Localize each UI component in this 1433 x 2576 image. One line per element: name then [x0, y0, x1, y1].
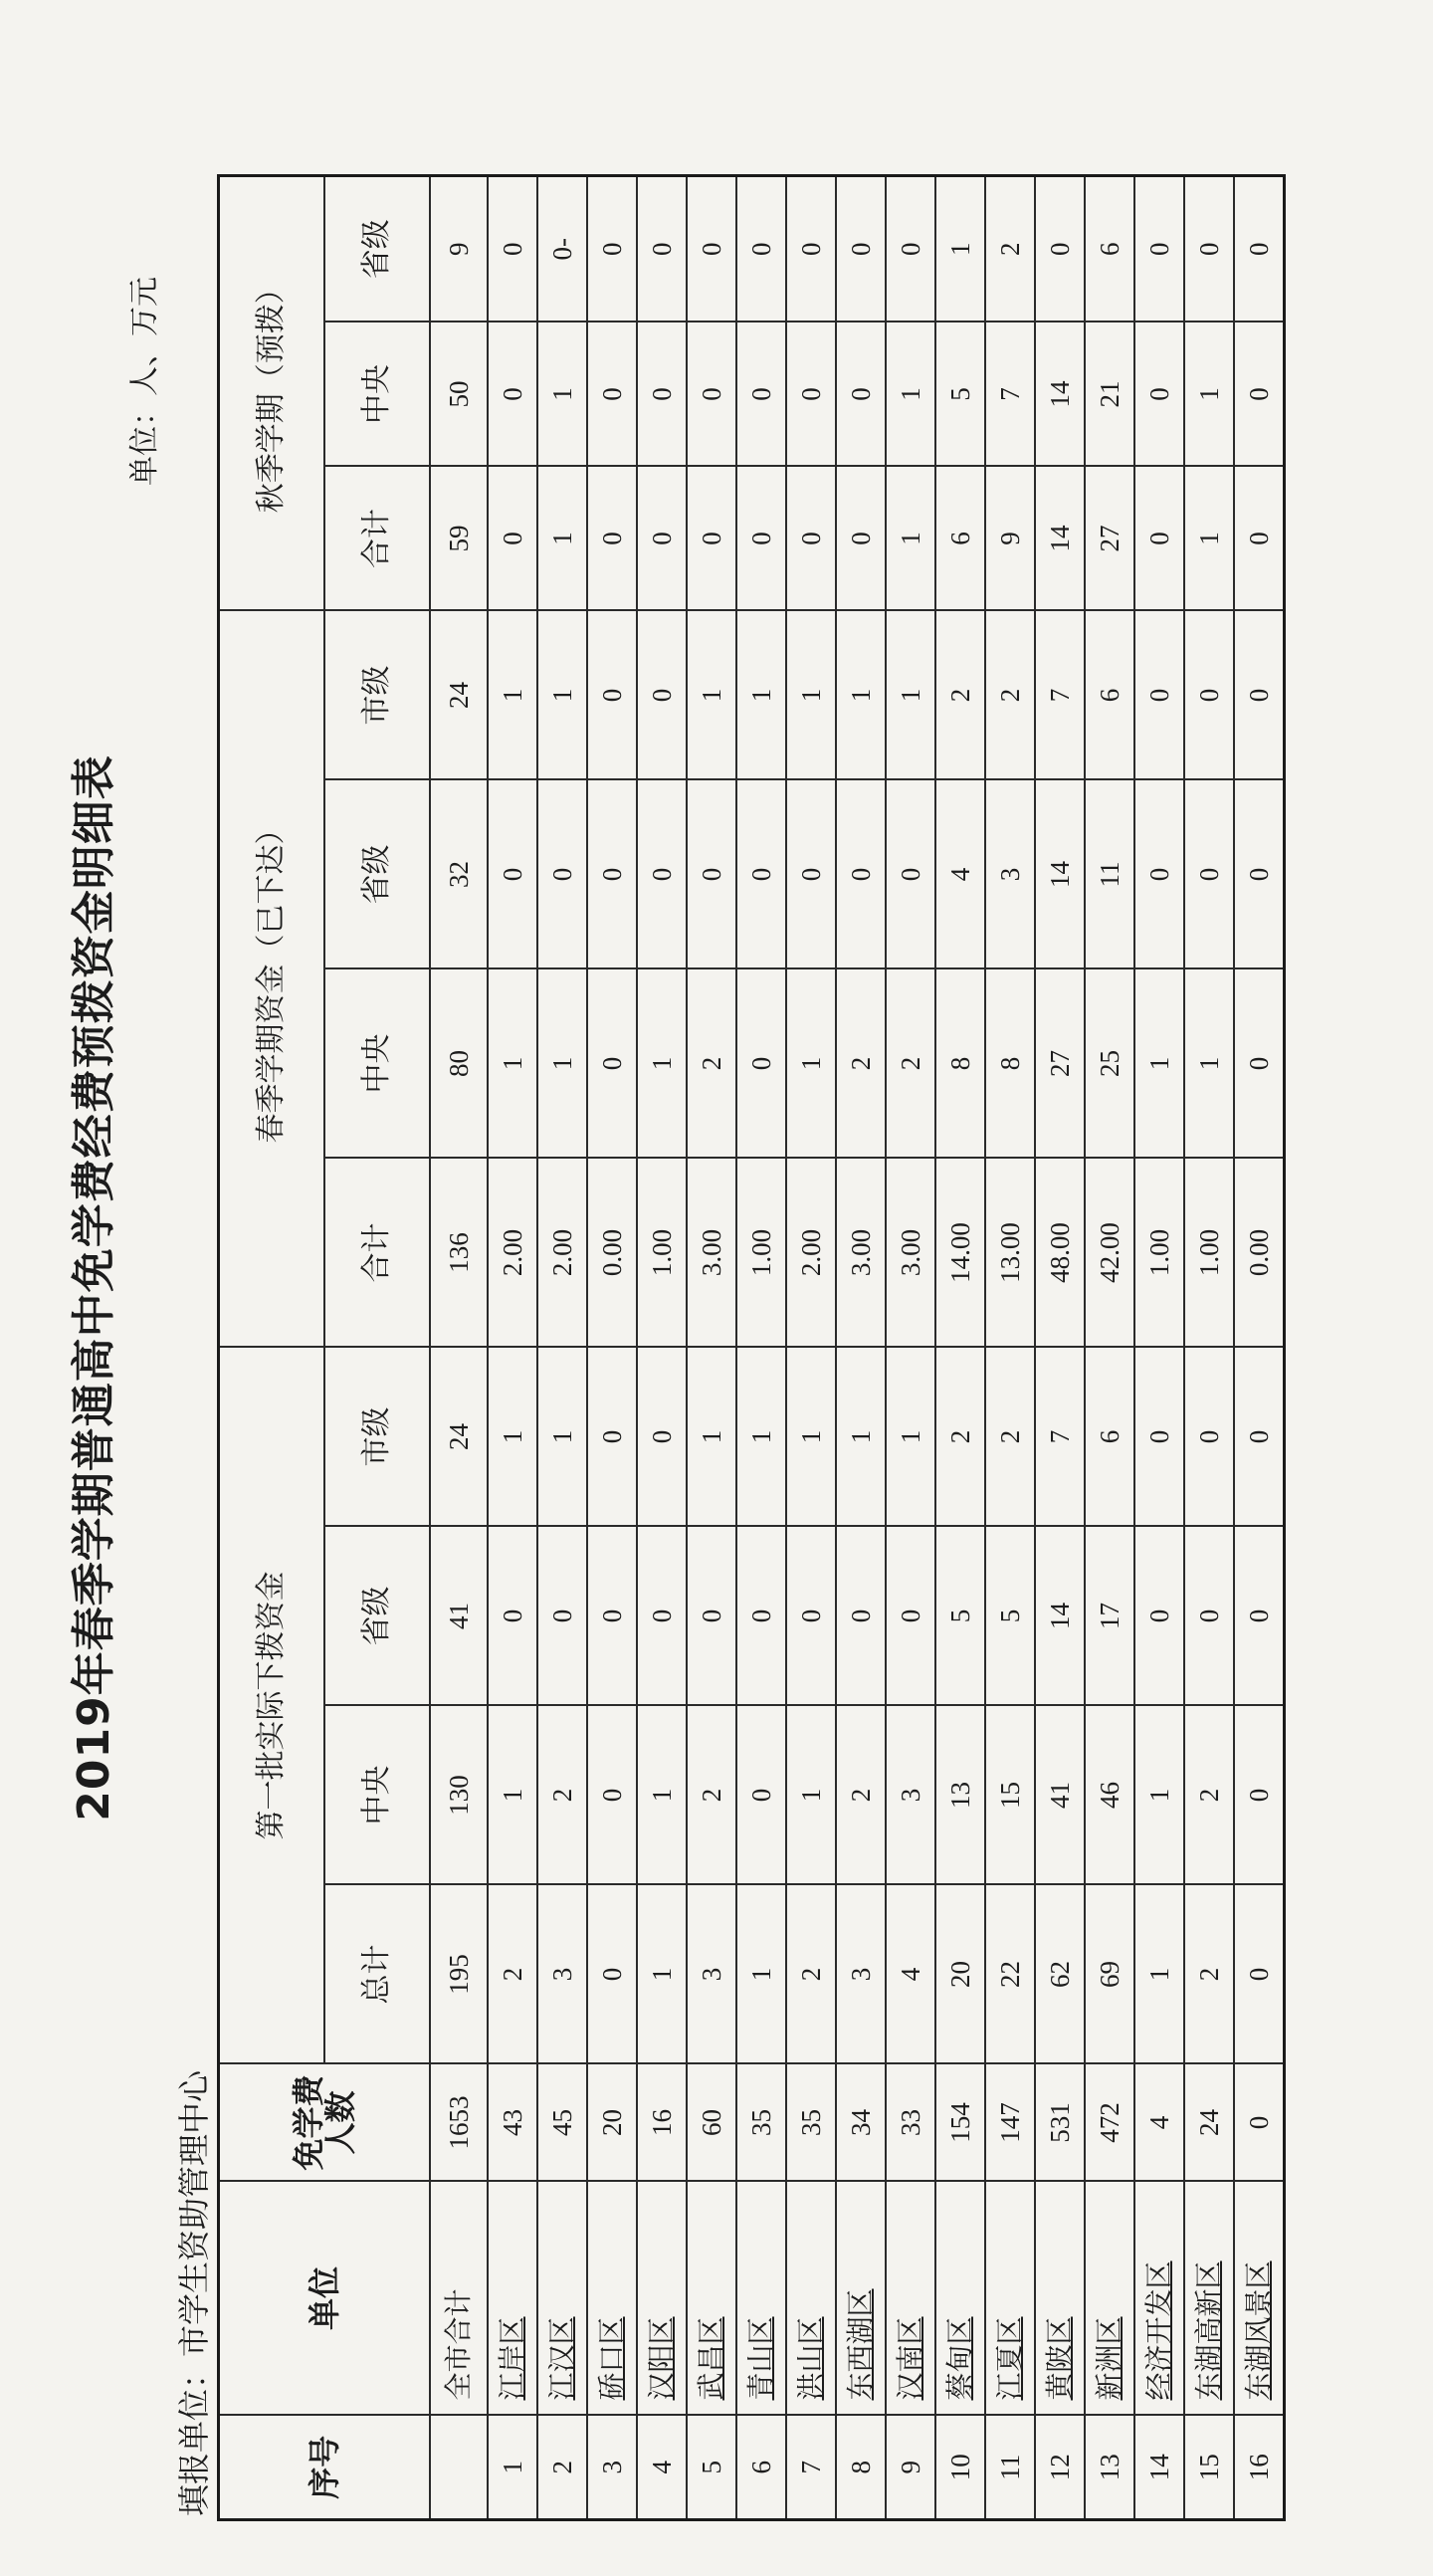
cell-g1-city: 1: [786, 1348, 836, 1527]
cell-g3-province: 0: [637, 176, 687, 322]
cell-g2-central: 0: [1234, 969, 1285, 1159]
funding-table: [217, 174, 1286, 2521]
cell-g3-province: 0: [1035, 176, 1085, 322]
cell-g2-central: 25: [1085, 969, 1134, 1159]
cell-g2-city: 2: [935, 611, 985, 780]
unit-label: 单位：人、万元: [127, 277, 162, 486]
cell-g2-total: 2.00: [786, 1159, 836, 1348]
cell-g2-central: 2: [836, 969, 886, 1159]
cell-seq: [430, 2416, 488, 2520]
cell-people: 154: [935, 2064, 985, 2182]
cell-g2-city: 6: [1085, 611, 1134, 780]
cell-g2-central: 1: [786, 969, 836, 1159]
cell-g3-province: 0: [1234, 176, 1285, 322]
cell-people: 33: [886, 2064, 935, 2182]
cell-g1-central: 130: [430, 1706, 488, 1885]
cell-g3-central: 0: [736, 322, 786, 467]
cell-people: 45: [537, 2064, 587, 2182]
cell-unit: 武昌区: [687, 2182, 736, 2416]
cell-g2-total: 48.00: [1035, 1159, 1085, 1348]
cell-unit: 新洲区: [1085, 2182, 1134, 2416]
cell-seq: 4: [637, 2416, 687, 2520]
cell-people: 16: [637, 2064, 687, 2182]
cell-g2-province: 0: [537, 780, 587, 969]
cell-g1-total: 0: [1234, 1885, 1285, 2064]
cell-people: 35: [786, 2064, 836, 2182]
cell-g2-total: 0.00: [1234, 1159, 1285, 1348]
cell-g3-province: 0-: [537, 176, 587, 322]
cell-g3-total: 0: [687, 467, 736, 611]
header-g3-central: 中央: [324, 322, 430, 467]
cell-g2-province: 32: [430, 780, 488, 969]
cell-g1-province: 0: [736, 1527, 786, 1706]
cell-seq: 2: [537, 2416, 587, 2520]
cell-seq: 9: [886, 2416, 935, 2520]
cell-people: 472: [1085, 2064, 1134, 2182]
cell-g1-total: 62: [1035, 1885, 1085, 2064]
cell-g2-total: 1.00: [637, 1159, 687, 1348]
cell-seq: 3: [587, 2416, 637, 2520]
cell-g1-city: 0: [587, 1348, 637, 1527]
cell-seq: 1: [488, 2416, 537, 2520]
header-people: 免学费人数: [219, 2064, 431, 2182]
cell-g3-province: 9: [430, 176, 488, 322]
cell-g2-city: 0: [1184, 611, 1234, 780]
cell-g2-province: 0: [786, 780, 836, 969]
cell-g1-total: 195: [430, 1885, 488, 2064]
cell-g3-province: 0: [587, 176, 637, 322]
cell-g2-total: 3.00: [886, 1159, 935, 1348]
cell-g1-central: 1: [488, 1706, 537, 1885]
cell-g3-total: 1: [537, 467, 587, 611]
cell-people: 24: [1184, 2064, 1234, 2182]
cell-people: 4: [1134, 2064, 1184, 2182]
cell-unit: 东西湖区: [836, 2182, 886, 2416]
cell-g2-total: 3.00: [687, 1159, 736, 1348]
cell-g2-central: 2: [886, 969, 935, 1159]
cell-g1-central: 0: [736, 1706, 786, 1885]
table-row: [1234, 176, 1285, 2520]
cell-people: 20: [587, 2064, 637, 2182]
cell-g1-city: 1: [836, 1348, 886, 1527]
cell-people: 0: [1234, 2064, 1285, 2182]
cell-g3-province: 0: [886, 176, 935, 322]
cell-g1-central: 2: [537, 1706, 587, 1885]
header-g3-total: 合计: [324, 467, 430, 611]
cell-g3-total: 14: [1035, 467, 1085, 611]
cell-g2-province: 3: [985, 780, 1035, 969]
table-row: [1184, 176, 1234, 2520]
cell-g3-central: 0: [786, 322, 836, 467]
cell-g3-total: 27: [1085, 467, 1134, 611]
cell-g2-province: 0: [886, 780, 935, 969]
cell-g1-city: 1: [537, 1348, 587, 1527]
cell-g3-central: 1: [537, 322, 587, 467]
table-row: [786, 176, 836, 2520]
cell-g1-province: 41: [430, 1527, 488, 1706]
cell-g2-total: 1.00: [1184, 1159, 1234, 1348]
cell-g3-total: 0: [1134, 467, 1184, 611]
cell-g3-total: 1: [1184, 467, 1234, 611]
table-row: [687, 176, 736, 2520]
cell-g1-province: 0: [1134, 1527, 1184, 1706]
cell-g1-province: 0: [687, 1527, 736, 1706]
cell-g2-total: 1.00: [1134, 1159, 1184, 1348]
cell-g1-total: 20: [935, 1885, 985, 2064]
cell-g1-central: 0: [587, 1706, 637, 1885]
cell-g2-total: 42.00: [1085, 1159, 1134, 1348]
cell-g2-central: 8: [935, 969, 985, 1159]
cell-g2-city: 0: [1234, 611, 1285, 780]
cell-g1-central: 1: [1134, 1706, 1184, 1885]
cell-g2-central: 0: [587, 969, 637, 1159]
cell-g1-city: 24: [430, 1348, 488, 1527]
cell-g2-total: 136: [430, 1159, 488, 1348]
cell-g1-total: 3: [537, 1885, 587, 2064]
cell-g1-central: 2: [836, 1706, 886, 1885]
table-row: [836, 176, 886, 2520]
cell-g2-total: 2.00: [537, 1159, 587, 1348]
cell-g2-province: 0: [587, 780, 637, 969]
cell-g1-total: 22: [985, 1885, 1035, 2064]
cell-g2-city: 1: [786, 611, 836, 780]
cell-g1-province: 5: [985, 1527, 1035, 1706]
cell-g2-city: 24: [430, 611, 488, 780]
cell-g3-central: 0: [836, 322, 886, 467]
cell-g1-city: 1: [736, 1348, 786, 1527]
table-row: [488, 176, 537, 2520]
cell-g2-province: 0: [836, 780, 886, 969]
cell-g1-central: 1: [786, 1706, 836, 1885]
cell-g1-central: 46: [1085, 1706, 1134, 1885]
cell-g1-total: 2: [488, 1885, 537, 2064]
table-row: [430, 176, 488, 2520]
page-title: 2019年春季学期普通高中免学费经费预拨资金明细表: [69, 754, 119, 1822]
cell-g1-central: 0: [1234, 1706, 1285, 1885]
cell-g3-province: 0: [1184, 176, 1234, 322]
cell-g2-total: 1.00: [736, 1159, 786, 1348]
header-unit: 单位: [219, 2182, 431, 2416]
cell-g2-central: 1: [1134, 969, 1184, 1159]
cell-g2-city: 2: [985, 611, 1035, 780]
cell-g3-total: 0: [736, 467, 786, 611]
cell-g1-city: 0: [1134, 1348, 1184, 1527]
cell-g3-central: 1: [886, 322, 935, 467]
header-g3-province: 省级: [324, 176, 430, 322]
cell-people: 43: [488, 2064, 537, 2182]
cell-g1-city: 6: [1085, 1348, 1134, 1527]
cell-g2-city: 1: [687, 611, 736, 780]
cell-g2-city: 1: [488, 611, 537, 780]
cell-unit: 黄陂区: [1035, 2182, 1085, 2416]
header-g1-city: 市级: [324, 1348, 430, 1527]
cell-people: 531: [1035, 2064, 1085, 2182]
cell-g3-total: 0: [488, 467, 537, 611]
cell-g2-city: 1: [836, 611, 886, 780]
cell-seq: 15: [1184, 2416, 1234, 2520]
cell-g2-total: 3.00: [836, 1159, 886, 1348]
cell-g3-central: 0: [587, 322, 637, 467]
cell-g1-province: 0: [587, 1527, 637, 1706]
cell-g1-province: 0: [786, 1527, 836, 1706]
cell-g2-province: 0: [736, 780, 786, 969]
cell-g1-total: 0: [587, 1885, 637, 2064]
cell-g3-total: 0: [587, 467, 637, 611]
cell-g1-central: 1: [637, 1706, 687, 1885]
cell-seq: 14: [1134, 2416, 1184, 2520]
cell-g2-central: 1: [537, 969, 587, 1159]
table-body: [430, 176, 1285, 2520]
cell-g3-total: 0: [637, 467, 687, 611]
cell-g2-central: 1: [1184, 969, 1234, 1159]
cell-seq: 6: [736, 2416, 786, 2520]
cell-g1-province: 0: [1184, 1527, 1234, 1706]
cell-seq: 16: [1234, 2416, 1285, 2520]
cell-g3-central: 21: [1085, 322, 1134, 467]
header-g1-central: 中央: [324, 1706, 430, 1885]
cell-g1-total: 1: [1134, 1885, 1184, 2064]
cell-people: 60: [687, 2064, 736, 2182]
cell-g1-city: 2: [935, 1348, 985, 1527]
cell-unit: 硚口区: [587, 2182, 637, 2416]
cell-g2-central: 1: [637, 969, 687, 1159]
table-row: [985, 176, 1035, 2520]
cell-g1-province: 0: [836, 1527, 886, 1706]
cell-seq: 12: [1035, 2416, 1085, 2520]
cell-unit: 东湖高新区: [1184, 2182, 1234, 2416]
cell-g2-total: 14.00: [935, 1159, 985, 1348]
header-group-first-batch: 第一批实际下拨资金: [219, 1348, 325, 2064]
cell-g2-province: 11: [1085, 780, 1134, 969]
header-group-autumn: 秋季学期（预拨）: [219, 176, 325, 611]
header-g1-province: 省级: [324, 1527, 430, 1706]
cell-g3-province: 0: [1134, 176, 1184, 322]
cell-people: 34: [836, 2064, 886, 2182]
cell-g3-province: 0: [736, 176, 786, 322]
cell-g2-total: 2.00: [488, 1159, 537, 1348]
cell-g1-central: 2: [1184, 1706, 1234, 1885]
header-group-spring: 春季学期资金（已下达）: [219, 611, 325, 1348]
cell-people: 35: [736, 2064, 786, 2182]
cell-g2-province: 0: [1234, 780, 1285, 969]
cell-g3-province: 0: [836, 176, 886, 322]
cell-g1-total: 69: [1085, 1885, 1134, 2064]
cell-unit: 东湖风景区: [1234, 2182, 1285, 2416]
cell-g2-city: 7: [1035, 611, 1085, 780]
cell-g1-city: 1: [488, 1348, 537, 1527]
cell-g1-central: 2: [687, 1706, 736, 1885]
cell-g2-province: 0: [637, 780, 687, 969]
cell-unit: 江岸区: [488, 2182, 537, 2416]
table-row: [1134, 176, 1184, 2520]
cell-g2-central: 0: [736, 969, 786, 1159]
table-row: [1085, 176, 1134, 2520]
cell-g2-city: 0: [637, 611, 687, 780]
cell-g2-total: 13.00: [985, 1159, 1035, 1348]
header-seq: 序号: [219, 2416, 431, 2520]
cell-g1-total: 1: [637, 1885, 687, 2064]
cell-g3-province: 0: [687, 176, 736, 322]
cell-seq: 7: [786, 2416, 836, 2520]
cell-g2-central: 27: [1035, 969, 1085, 1159]
cell-g1-central: 13: [935, 1706, 985, 1885]
cell-g1-city: 0: [1234, 1348, 1285, 1527]
cell-unit: 青山区: [736, 2182, 786, 2416]
cell-g2-central: 80: [430, 969, 488, 1159]
table-row: [736, 176, 786, 2520]
cell-g3-central: 1: [1184, 322, 1234, 467]
cell-seq: 5: [687, 2416, 736, 2520]
cell-g2-total: 0.00: [587, 1159, 637, 1348]
cell-g2-city: 1: [736, 611, 786, 780]
cell-g2-province: 0: [1184, 780, 1234, 969]
cell-g1-province: 0: [488, 1527, 537, 1706]
cell-g3-province: 0: [488, 176, 537, 322]
reporting-unit: 填报单位：市学生资助管理中心: [175, 2069, 213, 2516]
table-row: [637, 176, 687, 2520]
cell-g1-city: 1: [687, 1348, 736, 1527]
header-g1-total: 总计: [324, 1885, 430, 2064]
cell-people: 147: [985, 2064, 1035, 2182]
cell-g3-total: 9: [985, 467, 1035, 611]
cell-g2-province: 0: [687, 780, 736, 969]
cell-g2-central: 8: [985, 969, 1035, 1159]
cell-g1-city: 0: [637, 1348, 687, 1527]
cell-seq: 10: [935, 2416, 985, 2520]
cell-unit: 经济开发区: [1134, 2182, 1184, 2416]
cell-g1-central: 15: [985, 1706, 1035, 1885]
cell-g3-central: 0: [687, 322, 736, 467]
cell-g3-central: 50: [430, 322, 488, 467]
table-wrapper: [217, 174, 1286, 2521]
cell-g1-province: 5: [935, 1527, 985, 1706]
cell-unit: 全市合计: [430, 2182, 488, 2416]
table-row: [537, 176, 587, 2520]
cell-unit: 江汉区: [537, 2182, 587, 2416]
cell-g1-province: 0: [1234, 1527, 1285, 1706]
cell-g3-central: 14: [1035, 322, 1085, 467]
header-g2-province: 省级: [324, 780, 430, 969]
cell-seq: 13: [1085, 2416, 1134, 2520]
cell-g3-province: 6: [1085, 176, 1134, 322]
cell-g2-city: 0: [1134, 611, 1184, 780]
cell-g3-central: 5: [935, 322, 985, 467]
cell-g3-total: 0: [836, 467, 886, 611]
header-g2-city: 市级: [324, 611, 430, 780]
header-g2-central: 中央: [324, 969, 430, 1159]
cell-g1-province: 0: [637, 1527, 687, 1706]
cell-g1-province: 0: [537, 1527, 587, 1706]
cell-g1-city: 1: [886, 1348, 935, 1527]
cell-unit: 蔡甸区: [935, 2182, 985, 2416]
cell-g1-city: 7: [1035, 1348, 1085, 1527]
table-row: [587, 176, 637, 2520]
cell-unit: 江夏区: [985, 2182, 1035, 2416]
cell-g1-province: 14: [1035, 1527, 1085, 1706]
cell-g1-total: 3: [687, 1885, 736, 2064]
cell-g3-total: 1: [886, 467, 935, 611]
cell-unit: 汉南区: [886, 2182, 935, 2416]
cell-seq: 11: [985, 2416, 1035, 2520]
cell-g3-province: 0: [786, 176, 836, 322]
cell-g3-total: 6: [935, 467, 985, 611]
cell-g2-central: 1: [488, 969, 537, 1159]
cell-seq: 8: [836, 2416, 886, 2520]
cell-g1-central: 41: [1035, 1706, 1085, 1885]
cell-g2-city: 1: [537, 611, 587, 780]
table-row: [1035, 176, 1085, 2520]
cell-g3-central: 0: [637, 322, 687, 467]
cell-unit: 洪山区: [786, 2182, 836, 2416]
cell-g3-province: 1: [935, 176, 985, 322]
cell-g1-city: 2: [985, 1348, 1035, 1527]
cell-g1-city: 0: [1184, 1348, 1234, 1527]
header-row-groups: [219, 176, 325, 2520]
cell-g3-central: 0: [1134, 322, 1184, 467]
cell-g1-province: 17: [1085, 1527, 1134, 1706]
cell-g1-central: 3: [886, 1706, 935, 1885]
cell-g2-city: 1: [886, 611, 935, 780]
cell-g3-total: 59: [430, 467, 488, 611]
cell-g1-total: 1: [736, 1885, 786, 2064]
cell-g2-province: 0: [488, 780, 537, 969]
cell-g1-province: 0: [886, 1527, 935, 1706]
header-g2-total: 合计: [324, 1159, 430, 1348]
cell-g3-province: 2: [985, 176, 1035, 322]
table-row: [935, 176, 985, 2520]
cell-g3-central: 0: [488, 322, 537, 467]
cell-g2-province: 14: [1035, 780, 1085, 969]
cell-g3-total: 0: [786, 467, 836, 611]
cell-g2-city: 0: [587, 611, 637, 780]
cell-g3-central: 7: [985, 322, 1035, 467]
cell-g2-central: 2: [687, 969, 736, 1159]
cell-unit: 汉阳区: [637, 2182, 687, 2416]
cell-g3-total: 0: [1234, 467, 1285, 611]
cell-g1-total: 2: [1184, 1885, 1234, 2064]
table-row: [886, 176, 935, 2520]
cell-g3-central: 0: [1234, 322, 1285, 467]
cell-g1-total: 3: [836, 1885, 886, 2064]
cell-g1-total: 2: [786, 1885, 836, 2064]
cell-people: 1653: [430, 2064, 488, 2182]
cell-g2-province: 0: [1134, 780, 1184, 969]
cell-g2-province: 4: [935, 780, 985, 969]
cell-g1-total: 4: [886, 1885, 935, 2064]
